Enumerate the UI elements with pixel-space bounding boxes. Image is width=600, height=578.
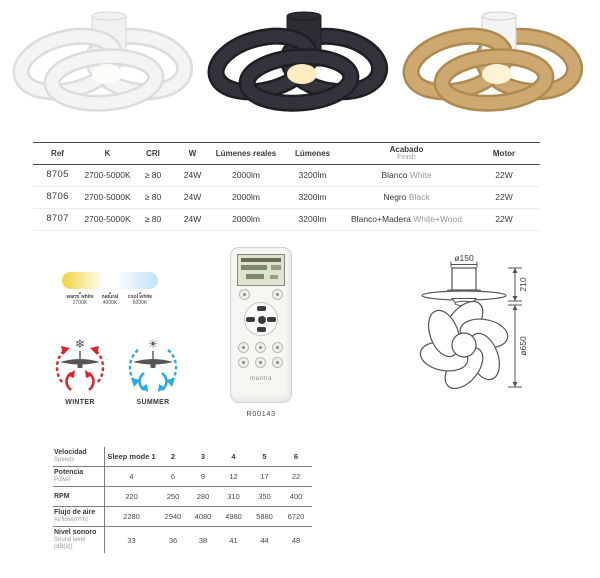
row-header-en: Power bbox=[54, 477, 72, 483]
lumens-real-value: 2000lm bbox=[232, 213, 260, 224]
col-finish-es: Acabado bbox=[389, 144, 424, 154]
product-image-white-fan bbox=[8, 4, 198, 124]
table-row-power bbox=[53, 467, 312, 487]
summer-label: SUMMER bbox=[136, 399, 170, 406]
pointer-up-icon: ▲ bbox=[78, 290, 82, 295]
cri-value: ≥ 80 bbox=[144, 213, 162, 224]
lumens-real-value: 2000lm bbox=[232, 191, 260, 202]
col-lumens: Lúmenes bbox=[294, 148, 331, 158]
speed-value: Sleep mode 1 bbox=[107, 452, 156, 461]
table-row bbox=[33, 165, 540, 187]
rpm-value: 250 bbox=[166, 492, 180, 501]
row-header bbox=[53, 467, 105, 486]
dpad-up bbox=[257, 306, 266, 311]
remote-body bbox=[230, 247, 292, 403]
col-lumens-real: Lúmenes reales bbox=[215, 148, 277, 158]
remote-button bbox=[238, 342, 249, 353]
row-header-en: Speeds bbox=[54, 457, 75, 463]
table-row-rpm bbox=[53, 487, 312, 507]
w-value: 24W bbox=[183, 191, 202, 202]
motor-value: 22W bbox=[495, 191, 513, 202]
power-value: 4 bbox=[129, 472, 134, 481]
snowflake-icon: ❄ bbox=[74, 337, 86, 351]
motor-value: 22W bbox=[495, 213, 513, 224]
col-finish bbox=[345, 145, 468, 162]
winter-label: WINTER bbox=[65, 399, 95, 406]
power-value: 22 bbox=[291, 472, 301, 481]
remote-button bbox=[272, 289, 283, 300]
remote-reference: R00143 bbox=[246, 409, 276, 418]
lcd-segment bbox=[271, 265, 281, 270]
table-row-airflow bbox=[53, 507, 312, 527]
remote-button bbox=[272, 342, 283, 353]
rpm-value: 400 bbox=[289, 492, 303, 501]
k-value: 2700-5000K bbox=[84, 213, 131, 224]
col-ref: Ref bbox=[51, 148, 64, 158]
table-row-sound bbox=[53, 527, 312, 553]
airflow-value: 4980 bbox=[225, 512, 242, 521]
product-image-wood-fan bbox=[398, 4, 588, 124]
speed-value: 4 bbox=[231, 452, 236, 461]
dpad-right bbox=[267, 317, 276, 322]
col-w: W bbox=[188, 148, 197, 158]
w-value: 24W bbox=[183, 213, 202, 224]
col-k: K bbox=[104, 148, 111, 158]
lumens-value: 3200lm bbox=[298, 213, 327, 224]
col-motor: Motor bbox=[492, 148, 516, 158]
row-header-es: Nivel sonoro bbox=[54, 529, 97, 536]
button-glyph bbox=[259, 346, 262, 349]
airflow-value: 2280 bbox=[123, 512, 140, 521]
remote-button bbox=[255, 357, 266, 368]
lcd-display bbox=[237, 254, 285, 286]
remote-button bbox=[238, 357, 249, 368]
row-header-en: Sound level (dB(a)) bbox=[54, 537, 86, 550]
button-glyph bbox=[276, 361, 279, 364]
dpad-down bbox=[257, 327, 266, 332]
rpm-value: 280 bbox=[196, 492, 210, 501]
lcd-segment bbox=[270, 275, 278, 279]
finish-en: White bbox=[409, 169, 432, 180]
airflow-value: 6720 bbox=[287, 512, 305, 521]
cct-name: cool white bbox=[127, 294, 153, 300]
power-value: 12 bbox=[229, 472, 238, 481]
height-label: 210 bbox=[518, 277, 528, 292]
sound-value: 44 bbox=[260, 535, 269, 545]
pointer-up-icon: ▲ bbox=[138, 290, 142, 295]
row-header-es: Velocidad bbox=[54, 449, 87, 456]
table-row-speeds bbox=[53, 447, 312, 467]
lcd-segment bbox=[241, 258, 281, 262]
k-value: 2700-5000K bbox=[84, 169, 131, 180]
remote-button bbox=[239, 289, 250, 300]
dpad-left bbox=[246, 317, 255, 322]
power-value: 6 bbox=[170, 472, 176, 481]
finish-value bbox=[345, 215, 468, 225]
cct-name: natural bbox=[101, 294, 119, 300]
power-value: 9 bbox=[200, 472, 206, 481]
remote-control bbox=[229, 247, 293, 418]
cct-kelvin: 4000K bbox=[102, 299, 118, 306]
finish-en: Black bbox=[408, 191, 430, 202]
finish-es: Negro bbox=[383, 191, 407, 202]
speed-table bbox=[53, 447, 312, 553]
k-value: 2700-5000K bbox=[84, 191, 131, 202]
row-header-es: RPM bbox=[54, 492, 70, 500]
row-header-es: Flujo de aire bbox=[54, 509, 96, 516]
finish-es: Blanco+Madera bbox=[351, 213, 411, 224]
summer-airflow-icon bbox=[128, 336, 178, 392]
cct-kelvin: 2700K bbox=[72, 299, 88, 306]
col-finish-en: Finish bbox=[397, 154, 416, 162]
spec-table-header bbox=[33, 143, 540, 165]
sound-value: 48 bbox=[291, 535, 301, 545]
summer-mode bbox=[128, 336, 178, 406]
cri-value: ≥ 80 bbox=[144, 169, 162, 180]
cct-label-cool bbox=[122, 291, 158, 306]
finish-value bbox=[345, 193, 468, 203]
spec-table bbox=[33, 142, 540, 231]
sound-value: 38 bbox=[198, 535, 208, 545]
finish-value bbox=[345, 171, 468, 181]
ref-value: 8706 bbox=[46, 191, 69, 203]
ref-value: 8707 bbox=[46, 213, 69, 225]
w-value: 24W bbox=[183, 169, 202, 180]
button-glyph bbox=[242, 346, 245, 349]
ref-value: 8705 bbox=[46, 169, 69, 181]
button-glyph bbox=[243, 293, 246, 296]
fan-top-view bbox=[418, 295, 510, 396]
cct-kelvin: 5000K bbox=[132, 299, 148, 306]
winter-mode bbox=[55, 336, 105, 406]
table-row bbox=[33, 209, 540, 231]
lumens-value: 3200lm bbox=[298, 191, 327, 202]
canopy-side-view bbox=[452, 268, 476, 290]
button-glyph bbox=[276, 293, 279, 296]
cct-gradient-bar bbox=[62, 272, 158, 289]
motor-value: 22W bbox=[495, 169, 513, 180]
dimensions-drawing bbox=[402, 250, 582, 402]
button-glyph bbox=[242, 361, 245, 364]
row-header-es: Potencia bbox=[54, 469, 84, 476]
finish-en: White+Wood bbox=[413, 213, 462, 224]
speed-value: 2 bbox=[170, 452, 176, 461]
lcd-segment bbox=[241, 265, 267, 270]
sound-value: 41 bbox=[229, 535, 238, 545]
speed-value: 3 bbox=[200, 452, 206, 461]
airflow-value: 5880 bbox=[256, 512, 273, 521]
row-header bbox=[53, 507, 105, 526]
remote-button bbox=[272, 357, 283, 368]
brand-logo: mantra bbox=[250, 376, 272, 382]
lumens-value: 3200lm bbox=[298, 169, 327, 180]
rpm-value: 350 bbox=[258, 492, 271, 501]
speed-value: 5 bbox=[262, 452, 267, 461]
product-image-black-fan bbox=[203, 4, 393, 124]
sound-value: 33 bbox=[127, 535, 136, 545]
row-header bbox=[53, 527, 105, 553]
finish-es: Blanco bbox=[381, 169, 408, 180]
rpm-value: 220 bbox=[125, 492, 138, 501]
airflow-value: 2940 bbox=[164, 512, 182, 521]
pointer-up-icon: ▲ bbox=[108, 290, 112, 295]
dpad bbox=[244, 302, 278, 336]
row-header bbox=[53, 487, 105, 506]
sun-icon: ☀ bbox=[147, 337, 159, 351]
fan-diameter-label: ø650 bbox=[518, 336, 528, 356]
button-glyph bbox=[276, 346, 279, 349]
rpm-value: 310 bbox=[227, 492, 240, 501]
remote-button bbox=[255, 342, 266, 353]
airflow-value: 4080 bbox=[194, 512, 212, 521]
dpad-center bbox=[258, 316, 266, 324]
winter-airflow-icon bbox=[55, 336, 105, 392]
lcd-segment bbox=[246, 274, 264, 279]
row-header bbox=[53, 447, 105, 466]
button-glyph bbox=[259, 361, 262, 364]
lumens-real-value: 2000lm bbox=[232, 169, 260, 180]
row-header-en: Airflow(m³/h) bbox=[54, 517, 88, 523]
table-row bbox=[33, 187, 540, 209]
canopy-diameter-label: ø150 bbox=[454, 253, 474, 263]
cri-value: ≥ 80 bbox=[144, 191, 162, 202]
power-value: 17 bbox=[260, 472, 269, 481]
col-cri: CRI bbox=[146, 148, 160, 158]
speed-value: 6 bbox=[293, 452, 299, 461]
sound-value: 36 bbox=[168, 535, 178, 545]
cct-name: warm white bbox=[66, 294, 94, 300]
